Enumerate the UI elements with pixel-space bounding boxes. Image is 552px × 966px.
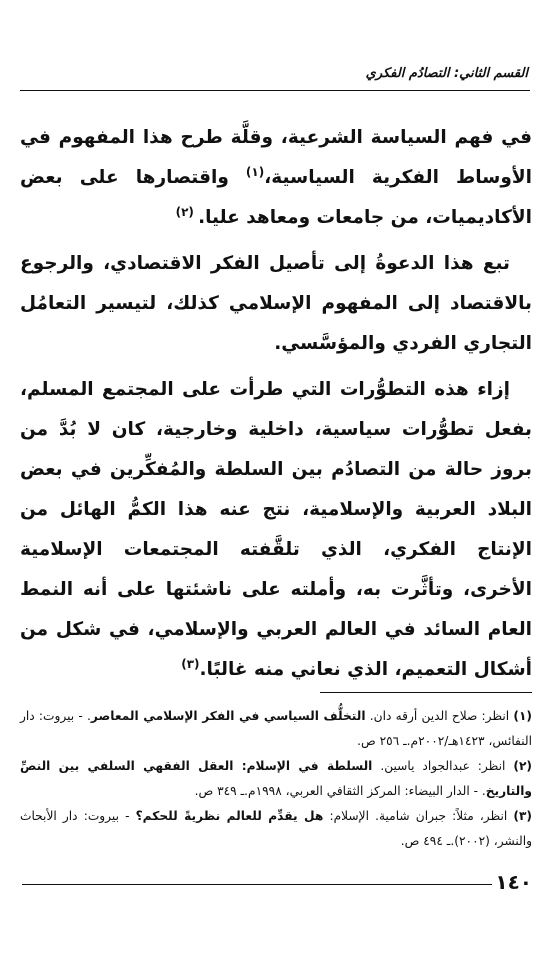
footnote-1-number: (١) [513, 709, 532, 723]
running-header-title: القسم الثاني: التصادُم الفكري [365, 66, 528, 81]
footnote-ref-1: (١) [245, 164, 265, 179]
footnote-1 [20, 704, 532, 754]
footnote-1-prefix: انظر: صلاح الدين أرقه دان. [365, 709, 514, 723]
page-number: ١٤٠ [495, 870, 532, 894]
footnote-ref-3: (٣) [181, 656, 200, 671]
footnote-1-title: التخلُّف السياسي في الفكر الإسلامي المعاصر [90, 709, 366, 723]
running-header [20, 64, 530, 91]
footer-rule [22, 884, 492, 885]
paragraph-1-text-b: واقتصارها على بعض الأكاديميات، من جامعات ومعاهد عليا. [20, 167, 532, 228]
paragraph-3-text: إزاء هذه التطوُّرات التي طرأت على المجتمع المسلم، بفعل تطوُّرات سياسية، داخلية وخارجية، كان لا بُدَّ من بروز حالة من التصادُم بين السلطة والمُفكِّرين في بعض البلاد العربية والإسلامية، نتج عنه هذا الكمُّ الهائل من الإنتاج الفكري، الذي تلقَّفته المجتمعات الإسلامية الأخرى، وتأثَّرت به، وأملته على ناشئتها على أنه النمط العام السائد في العالم العربي والإسلامي، في شكل من أشكال التعميم، الذي نعاني منه غالبًا. [20, 379, 532, 680]
footnote-2 [20, 754, 532, 804]
footnote-2-prefix: انظر: عبدالجواد ياسين. [372, 759, 514, 773]
footnote-2-title: السلطة في الإسلام: العقل الفقهي السلفي بين النصِّ والتاريخ [20, 759, 532, 798]
paragraph-1 [20, 118, 532, 238]
footnote-1-imprint: . - بيروت: دار النفائس، ١٤٢٣هـ/٢٠٠٢م.ـ ٢٥٦ ص. [20, 709, 532, 748]
paragraph-3 [20, 370, 532, 690]
footnote-2-number: (٢) [513, 759, 532, 773]
footnote-3-prefix: انظر، مثلاً: جبران شامية. الإسلام: [323, 809, 514, 823]
paragraph-1-text-a: في فهم السياسة الشرعية، وقلَّة طرح هذا المفهوم في الأوساط الفكرية السياسية، [20, 127, 532, 188]
footnote-3-number: (٣) [513, 809, 532, 823]
footnote-3-title: هل يقدِّم للعالم نظريةً للحكم؟ [135, 809, 324, 823]
footnote-3-imprint: - بيروت: دار الأبحاث والنشر، (٢٠٠٢).ـ ٤٩٤ ص. [20, 809, 532, 848]
paragraph-2 [20, 244, 532, 364]
footnote-3 [20, 804, 532, 854]
footnote-separator [320, 692, 532, 693]
footnote-ref-2: (٢) [175, 204, 199, 219]
page-footer [22, 868, 532, 898]
footnotes [20, 704, 532, 854]
main-text [20, 118, 532, 696]
footnote-2-imprint: . - الدار البيضاء: المركز الثقافي العربي، ١٩٩٨م.ـ ٣٤٩ ص. [194, 784, 486, 798]
paragraph-2-text: تبع هذا الدعوةُ إلى تأصيل الفكر الاقتصادي، والرجوع بالاقتصاد إلى المفهوم الإسلامي كذلك، لتيسير التعامُل التجاري الفردي والمؤسَّسي. [20, 253, 532, 354]
